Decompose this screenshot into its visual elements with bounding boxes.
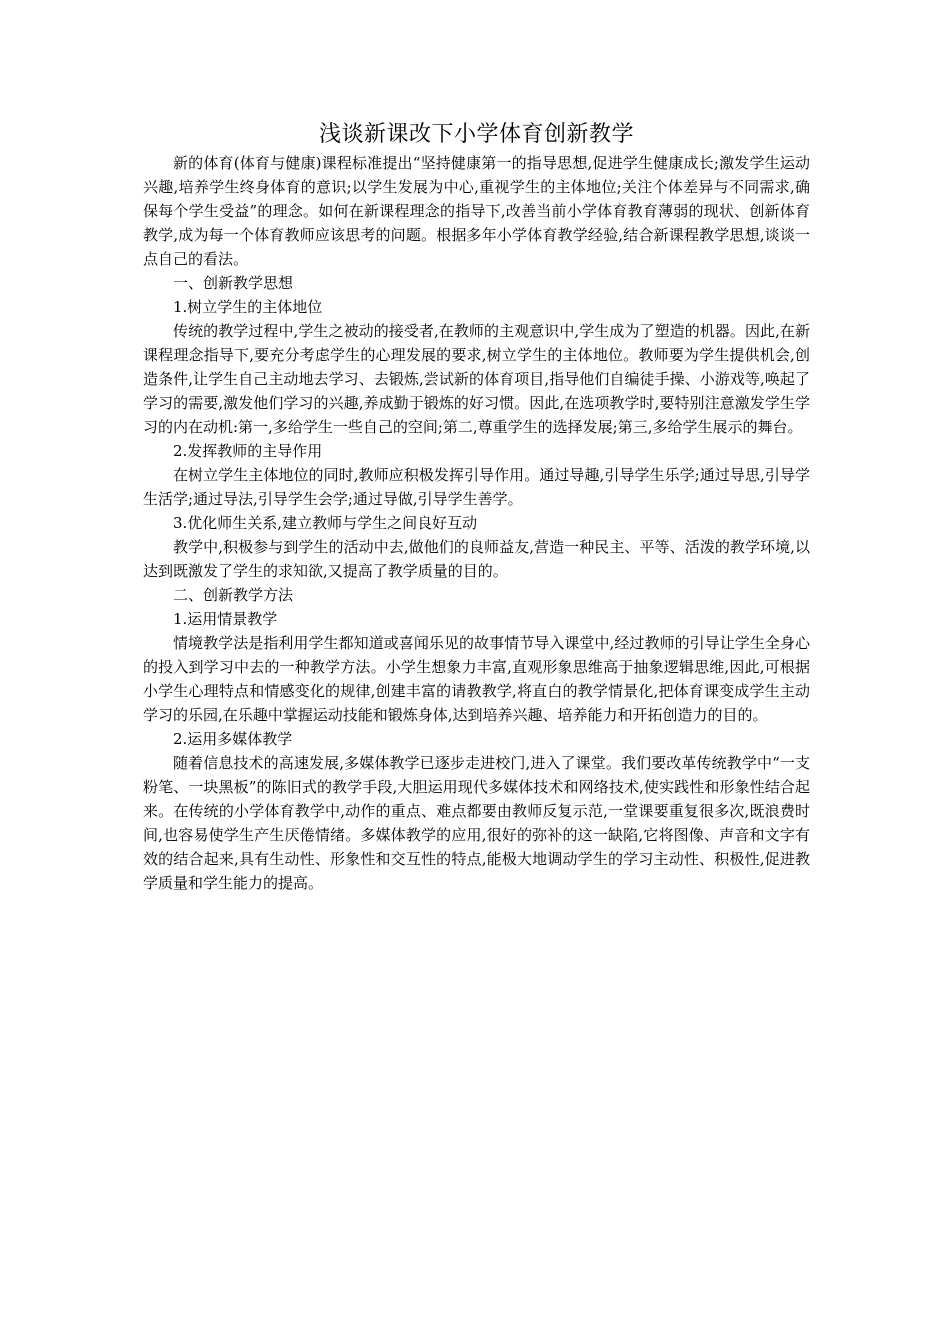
document-page (143, 120, 810, 895)
section-2-sub-2-paragraph: 随着信息技术的高速发展,多媒体教学已逐步走进校门,进入了课堂。我们要改革传统教学中“一支粉笔、一块黑板”的陈旧式的教学手段,大胆运用现代多媒体技术和网络技术,使实践性和形象性结合起来。在传统的小学体育教学中,动作的重点、难点都要由教师反复示范,一堂课要重复很多次,既浪费时间,也容易使学生产生厌倦情绪。多媒体教学的应用,很好的弥补的这一缺陷,它将图像、声音和文字有效的结合起来,具有生动性、形象性和交互性的特点,能极大地调动学生的学习主动性、积极性,促进教学质量和学生能力的提高。 (143, 754, 810, 892)
section-1-sub-1-paragraph: 传统的教学过程中,学生之被动的接受者,在教师的主观意识中,学生成为了塑造的机器。因此,在新课程理念指导下,要充分考虑学生的心理发展的要求,树立学生的主体地位。教师要为学生提供机会,创造条件,让学生自己主动地去学习、去锻炼,尝试新的体育项目,指导他们自编徒手操、小游戏等,唤起了学习的需要,激发他们学习的兴趣,养成勤于锻炼的好习惯。因此,在选项教学时,要特别注意激发学生学习的内在动机:第一,多给学生一些自己的空间;第二,尊重学生的选择发展;第三,多给学生展示的舞台。 (143, 322, 810, 436)
section-1-sub-2-paragraph: 在树立学生主体地位的同时,教师应积极发挥引导作用。通过导趣,引导学生乐学;通过导思,引导学生活学;通过导法,引导学生会学;通过导做,引导学生善学。 (143, 466, 810, 508)
section-1-heading: 一、创新教学思想 (173, 274, 294, 292)
section-1-sub-3-heading: 3.优化师生关系,建立教师与学生之间良好互动 (173, 514, 478, 532)
section-2-sub-1-heading: 1.运用情景教学 (173, 610, 278, 628)
intro-paragraph: 新的体育(体育与健康)课程标准提出“坚持健康第一的指导思想,促进学生健康成长;激发学生运动兴趣,培养学生终身体育的意识;以学生发展为中心,重视学生的主体地位;关注个体差异与不同需求,确保每个学生受益”的理念。如何在新课程理念的指导下,改善当前小学体育教育薄弱的现状、创新体育教学,成为每一个体育教师应该思考的问题。根据多年小学体育教学经验,结合新课程教学思想,谈谈一点自己的看法。 (143, 154, 810, 268)
section-2-sub-2-heading: 2.运用多媒体教学 (173, 730, 293, 748)
section-1-sub-3-paragraph: 教学中,积极参与到学生的活动中去,做他们的良师益友,营造一种民主、平等、活泼的教学环境,以达到既激发了学生的求知欲,又提高了教学质量的目的。 (143, 538, 810, 580)
section-2-sub-1-paragraph: 情境教学法是指利用学生都知道或喜闻乐见的故事情节导入课堂中,经过教师的引导让学生全身心的投入到学习中去的一种教学方法。小学生想象力丰富,直观形象思维高于抽象逻辑思维,因此,可根据小学生心理特点和情感变化的规律,创建丰富的请教教学,将直白的教学情景化,把体育课变成学生主动学习的乐园,在乐趣中掌握运动技能和锻炼身体,达到培养兴趣、培养能力和开拓创造力的目的。 (143, 634, 810, 724)
section-1-sub-1-heading: 1.树立学生的主体地位 (173, 298, 323, 316)
section-2-heading: 二、创新教学方法 (173, 586, 294, 604)
section-1-sub-2-heading: 2.发挥教师的主导作用 (173, 442, 323, 460)
document-title: 浅谈新课改下小学体育创新教学 (318, 122, 634, 147)
